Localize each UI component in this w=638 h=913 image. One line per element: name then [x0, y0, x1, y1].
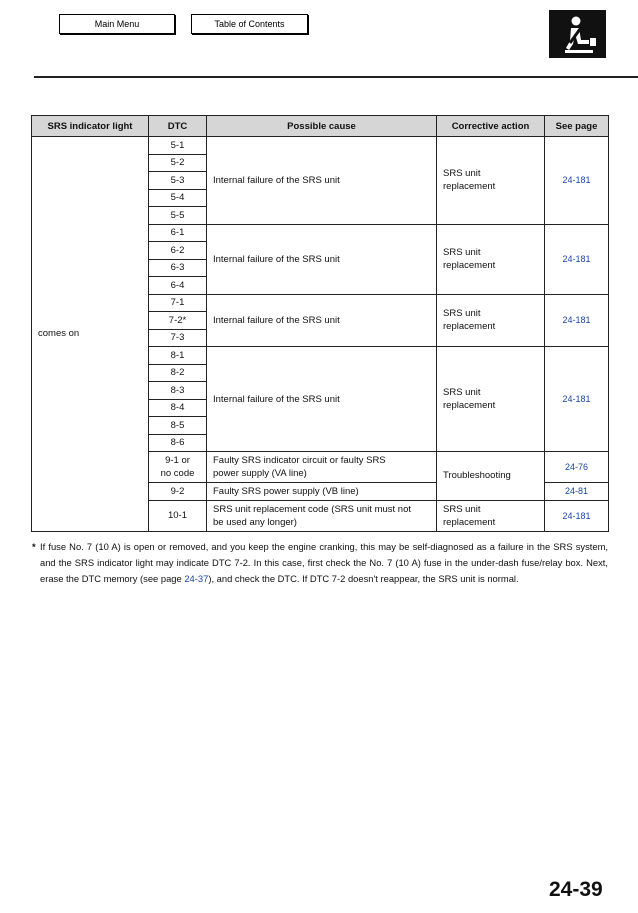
see-page-link[interactable]: 24-181	[545, 294, 609, 347]
dtc-code: 8-1	[149, 347, 207, 365]
possible-cause: Internal failure of the SRS unit	[207, 294, 437, 347]
dtc-code: 6-4	[149, 277, 207, 295]
see-page-link[interactable]: 24-181	[545, 137, 609, 225]
dtc-code: 9-1 or no code	[149, 452, 207, 483]
see-page-link[interactable]: 24-181	[545, 500, 609, 531]
header-dtc: DTC	[149, 116, 207, 137]
possible-cause: Internal failure of the SRS unit	[207, 224, 437, 294]
corrective-action: SRS unit replacement	[437, 294, 545, 347]
header-cause: Possible cause	[207, 116, 437, 137]
dtc-code: 5-1	[149, 137, 207, 155]
dtc-code: 7-3	[149, 329, 207, 347]
table-of-contents-button[interactable]: Table of Contents	[191, 14, 308, 34]
dtc-code: 6-2	[149, 242, 207, 260]
possible-cause: SRS unit replacement code (SRS unit must not be used any longer)	[207, 500, 437, 531]
page-number: 24-39	[549, 878, 603, 901]
header-indicator: SRS indicator light	[32, 116, 149, 137]
dtc-code: 5-2	[149, 154, 207, 172]
dtc-code: 8-6	[149, 434, 207, 452]
dtc-code: 8-3	[149, 382, 207, 400]
table-row	[32, 137, 609, 155]
possible-cause: Internal failure of the SRS unit	[207, 347, 437, 452]
main-menu-button[interactable]: Main Menu	[59, 14, 175, 34]
dtc-code: 8-2	[149, 364, 207, 382]
dtc-code: 7-1	[149, 294, 207, 312]
corrective-action: SRS unit replacement	[437, 224, 545, 294]
dtc-code: 9-2	[149, 483, 207, 501]
dtc-code: 8-5	[149, 417, 207, 435]
corrective-action: Troubleshooting	[437, 452, 545, 501]
header-action: Corrective action	[437, 116, 545, 137]
indicator-state: comes on	[32, 137, 149, 532]
header-page: See page	[545, 116, 609, 137]
footnote	[32, 539, 608, 588]
dtc-code: 5-5	[149, 207, 207, 225]
dtc-code: 7-2*	[149, 312, 207, 330]
dtc-code: 5-4	[149, 189, 207, 207]
dtc-code: 6-1	[149, 224, 207, 242]
possible-cause: Internal failure of the SRS unit	[207, 137, 437, 225]
header-rule	[34, 76, 638, 78]
table-header-row	[32, 116, 609, 137]
dtc-code: 8-4	[149, 399, 207, 417]
possible-cause: Faulty SRS power supply (VB line)	[207, 483, 437, 501]
dtc-code: 10-1	[149, 500, 207, 531]
see-page-link[interactable]: 24-81	[545, 483, 609, 501]
dtc-code: 6-3	[149, 259, 207, 277]
corrective-action: SRS unit replacement	[437, 500, 545, 531]
footnote-page-link[interactable]: 24-37	[184, 573, 209, 585]
footnote-text: If fuse No. 7 (10 A) is open or removed, and you keep the engine cranking, this may be self-diagnosed as a failure in the SRS system, and the SRS indicator light may indicate DTC 7-2. In this case, first check the No. 7 (10 A) fuse in the under-dash fuse/relay box. Next, erase the DTC memory (see page 24-37), and check the DTC. If DTC 7-2 doesn't reappear, the SRS unit is normal.	[40, 541, 608, 585]
srs-dtc-table	[31, 115, 609, 532]
see-page-link[interactable]: 24-76	[545, 452, 609, 483]
dtc-code: 5-3	[149, 172, 207, 190]
possible-cause: Faulty SRS indicator circuit or faulty SRS power supply (VA line)	[207, 452, 437, 483]
corrective-action: SRS unit replacement	[437, 137, 545, 225]
see-page-link[interactable]: 24-181	[545, 224, 609, 294]
footnote-marker: *	[32, 541, 36, 552]
seatbelt-warning-icon	[549, 10, 606, 58]
corrective-action: SRS unit replacement	[437, 347, 545, 452]
see-page-link[interactable]: 24-181	[545, 347, 609, 452]
